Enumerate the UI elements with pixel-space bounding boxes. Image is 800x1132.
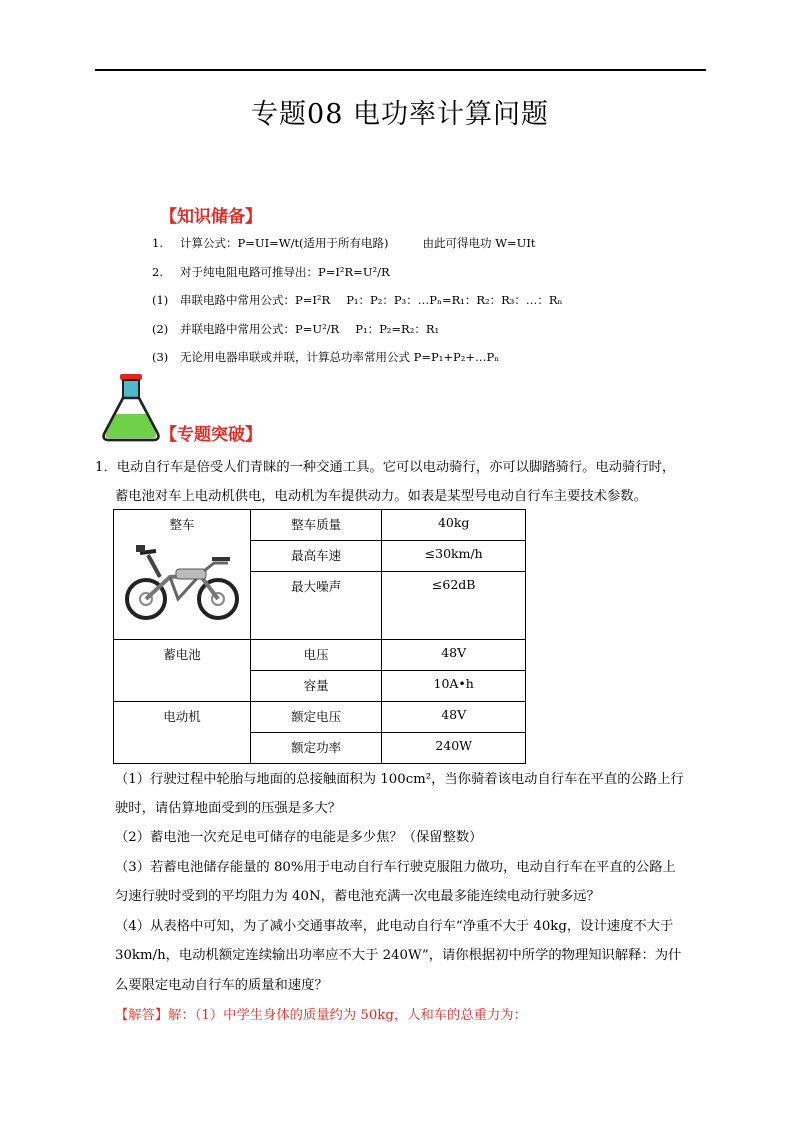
table-cell-group: 整车: [114, 510, 251, 640]
table-cell-value: ≤30km/h: [382, 541, 526, 572]
table-cell-param: 最大噪声: [250, 572, 381, 640]
knowledge-item: (3) 无论用电器串联或并联，计算总功率常用公式 P=P₁+P₂+…Pₙ: [152, 350, 500, 364]
table-cell-value: 10A•h: [382, 671, 526, 702]
table-cell-group: 蓄电池: [114, 640, 251, 702]
subquestion-1-cont: 驶时，请估算地面受到的压强是多大？: [115, 801, 342, 816]
page-title: 专题08 电功率计算问题: [251, 99, 549, 130]
subquestion-1: （1）行驶过程中轮胎与地面的总接触面积为 100cm²，当你骑着该电动自行车在平直的公路上行: [115, 772, 684, 787]
knowledge-item: 1. 计算公式：P=UI=W/t(适用于所有电路) 由此可得电功 W=UIt: [152, 236, 536, 250]
bicycle-image: [122, 533, 242, 625]
subquestion-3-cont: 匀速行驶时受到的平均阻力为 40N，蓄电池充满一次电最多能连续电动行驶多远？: [115, 889, 600, 904]
table-cell-param: 额定电压: [250, 702, 381, 733]
subquestion-4: （4）从表格中可知，为了减小交通事故率，此电动自行车“净重不大于 40kg，设计速度不大于: [115, 919, 674, 934]
subquestion-2: （2）蓄电池一次充足电可储存的电能是多少焦？（保留整数）: [115, 830, 483, 845]
table-cell-param: 电压: [250, 640, 381, 671]
table-cell-value: ≤62dB: [382, 572, 526, 640]
knowledge-item: (1) 串联电路中常用公式：P=I²R P₁：P₂：P₃：…Pₙ=R₁：R₂：R₃：…：Rₙ: [152, 293, 563, 307]
subquestion-4-cont: 30km/h，电动机额定连续输出功率应不大于 240W”，请你根据初中所学的物理知识解释：为什: [115, 948, 682, 963]
knowledge-heading: 【知识储备】: [160, 207, 262, 227]
subquestion-4-cont: 么要限定电动自行车的质量和速度？: [115, 978, 328, 993]
table-cell-value: 48V: [382, 702, 526, 733]
knowledge-item: (2) 并联电路中常用公式：P=U²/R P₁：P₂=R₂：R₁: [152, 322, 440, 336]
spec-table: [113, 509, 526, 764]
table-cell-param: 容量: [250, 671, 381, 702]
table-cell-param: 整车质量: [250, 510, 381, 541]
knowledge-item: 2. 对于纯电阻电路可推导出：P=I²R=U²/R: [152, 265, 390, 279]
table-cell-value: 48V: [382, 640, 526, 671]
flask-icon: [100, 374, 162, 442]
breakthrough-heading: 【专题突破】: [160, 425, 262, 445]
table-cell-group: 电动机: [114, 702, 251, 764]
table-cell-param: 最高车速: [250, 541, 381, 572]
table-cell-value: 240W: [382, 733, 526, 764]
question-text: 1．电动自行车是倍受人们青睐的一种交通工具。它可以电动骑行，亦可以脚踏骑行。电动骑行时，: [95, 460, 676, 475]
top-rule: [95, 69, 706, 71]
table-cell-value: 40kg: [382, 510, 526, 541]
question-text: 蓄电池对车上电动机供电，电动机为车提供动力。如表是某型号电动自行车主要技术参数。: [115, 489, 647, 504]
answer-text: 【解答】解：（1）中学生身体的质量约为 50kg，人和车的总重力为：: [115, 1008, 527, 1023]
subquestion-3: （3）若蓄电池储存能量的 80%用于电动自行车行驶克服阻力做功，电动自行车在平直的公路上: [115, 860, 676, 875]
table-cell-param: 额定功率: [250, 733, 381, 764]
